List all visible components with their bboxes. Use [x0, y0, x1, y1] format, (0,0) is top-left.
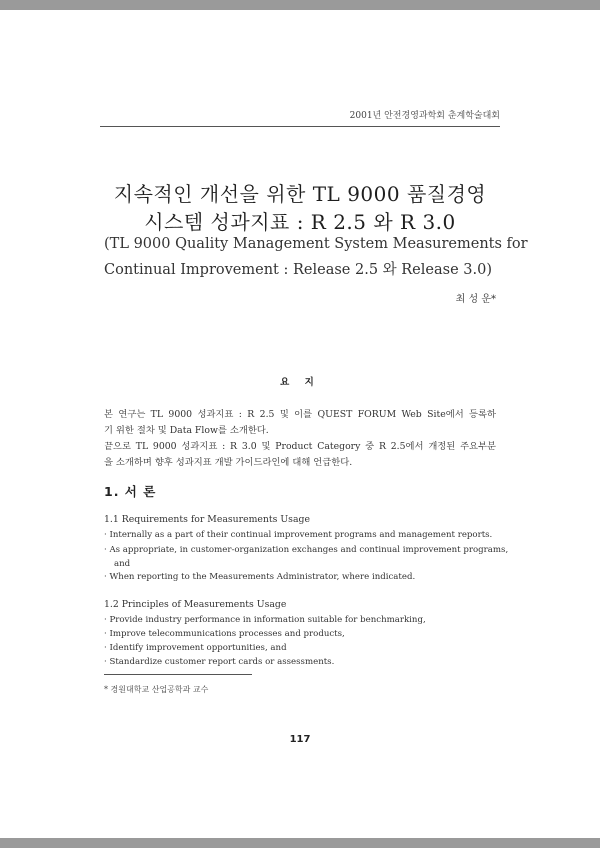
list-item: · Identify improvement opportunities, and	[104, 643, 287, 653]
list-item: · Internally as a part of their continual improvement programs and management reports.	[104, 530, 493, 540]
abstract-line: 끝으로 TL 9000 성과지표 : R 3.0 및 Product Category 중 R 2.5에서 개정된 주요부분	[104, 441, 496, 452]
scan-border-top	[0, 0, 600, 10]
abstract-heading: 요 지	[280, 377, 320, 388]
title-korean-line-2: 시스템 성과지표 : R 2.5 와 R 3.0	[144, 210, 456, 234]
title-english-line-2: Continual Improvement : Release 2.5 와 Release 3.0)	[104, 262, 492, 278]
title-english-line-1: (TL 9000 Quality Management System Measurements for	[104, 236, 528, 252]
header-rule	[100, 126, 500, 127]
author: 최 성 운*	[455, 294, 496, 305]
page-number: 117	[289, 734, 311, 745]
list-item: · Provide industry performance in information suitable for benchmarking,	[104, 615, 426, 625]
subsection-1-1-title: 1.1 Requirements for Measurements Usage	[104, 514, 310, 525]
footnote-rule	[104, 674, 252, 675]
scan-border-bottom	[0, 838, 600, 848]
list-item: · Improve telecommunications processes and products,	[104, 629, 345, 639]
abstract-line: 을 소개하며 향후 성과지표 개발 가이드라인에 대해 언급한다.	[104, 457, 353, 468]
list-item-continuation: and	[114, 559, 131, 569]
list-item: · Standardize customer report cards or assessments.	[104, 657, 335, 667]
abstract-line: 기 위한 절차 및 Data Flow를 소개한다.	[104, 425, 269, 436]
list-item: · When reporting to the Measurements Administrator, where indicated.	[104, 572, 416, 582]
footnote: * 경원대학교 산업공학과 교수	[104, 685, 209, 694]
list-item: · As appropriate, in customer-organization exchanges and continual improvement programs,	[104, 545, 509, 555]
abstract-line: 본 연구는 TL 9000 성과지표 : R 2.5 및 이를 QUEST FORUM Web Site에서 등록하	[104, 409, 496, 420]
subsection-1-2-title: 1.2 Principles of Measurements Usage	[104, 599, 287, 610]
section-1-title: 1. 서 론	[104, 484, 157, 499]
title-korean-line-1: 지속적인 개선을 위한 TL 9000 품질경영	[113, 182, 487, 206]
running-header: 2001년 안전경영과학회 춘계학술대회	[349, 111, 500, 121]
